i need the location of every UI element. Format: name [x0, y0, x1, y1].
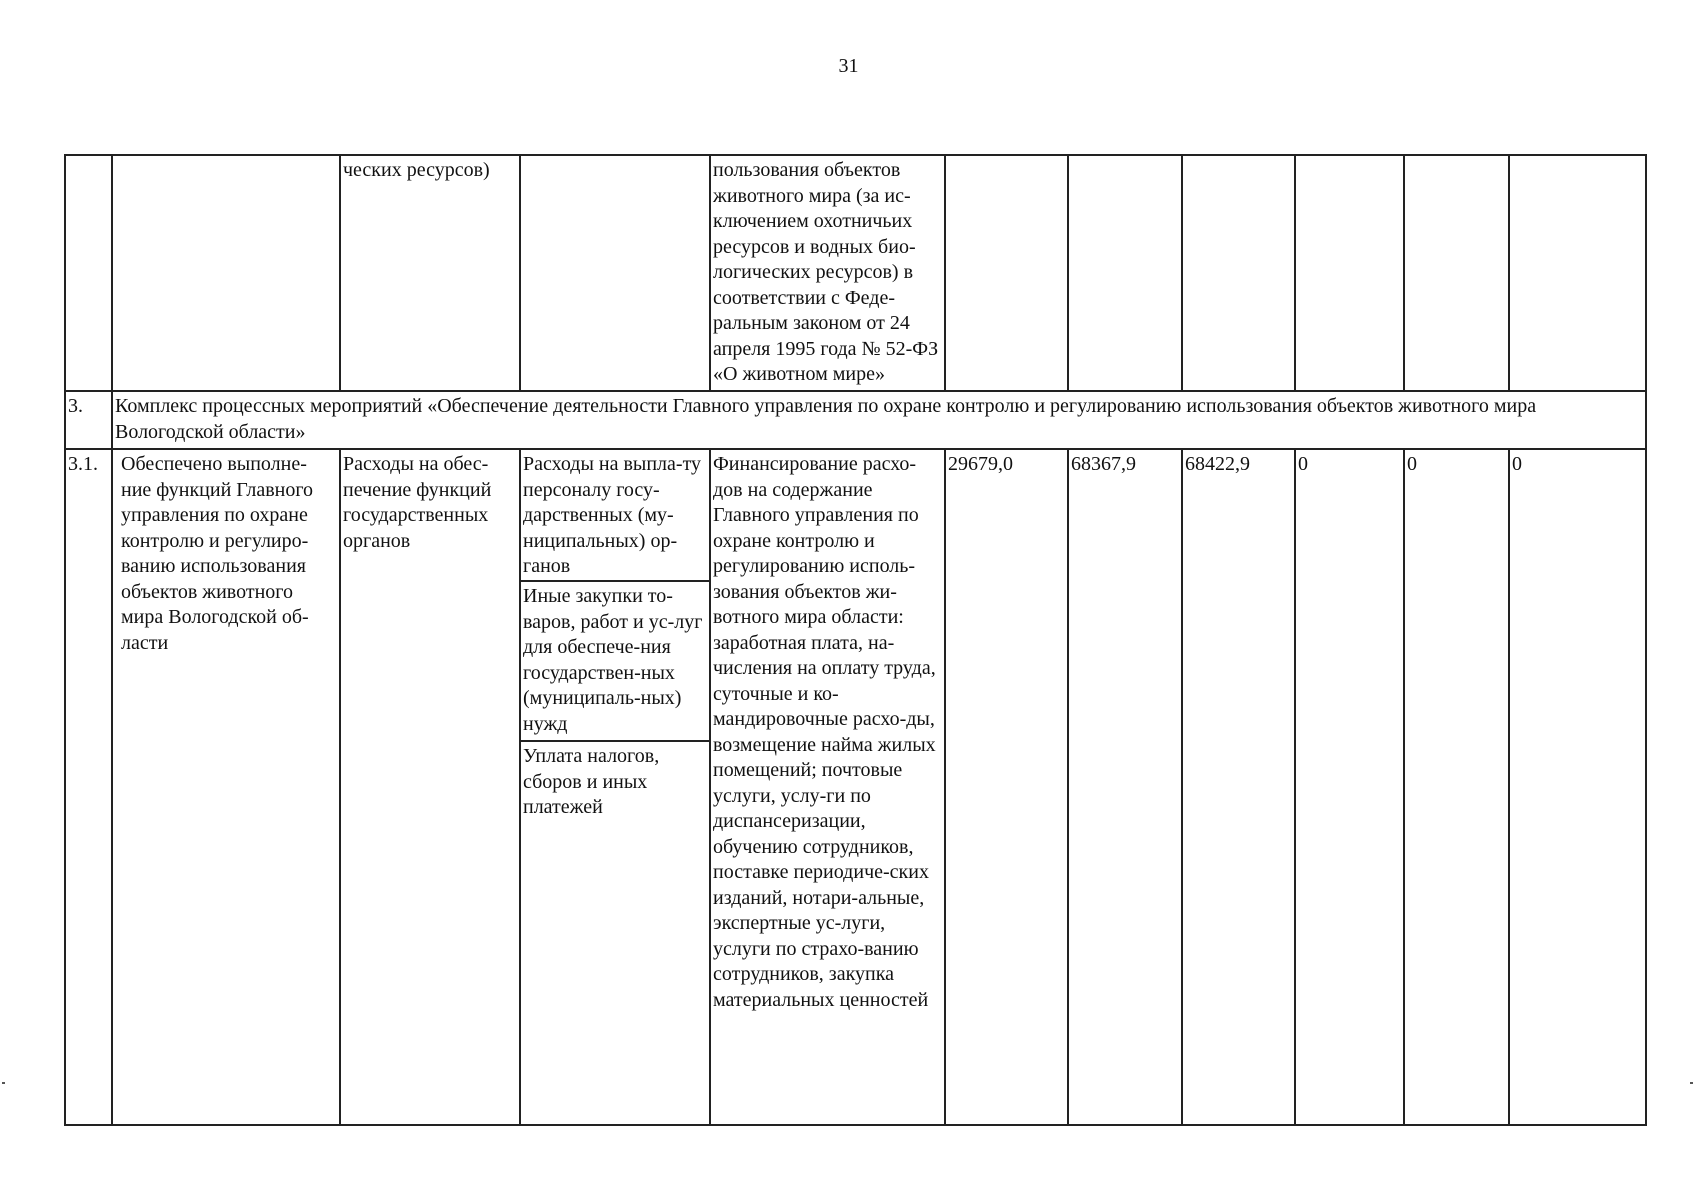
cell-expense-type: ческих ресурсов): [340, 155, 520, 391]
cell-value: [945, 155, 1068, 391]
cell-value: [1068, 155, 1182, 391]
cell-number: [65, 155, 112, 391]
scan-mark-right: [1690, 1082, 1693, 1084]
item-expense-type: Расходы на обес-печение функций государственных органов: [340, 449, 520, 1125]
cell-value: [1295, 155, 1404, 391]
table-row-item: [65, 449, 1646, 1125]
page-number: 31: [838, 55, 859, 77]
item-result: Обеспечено выполне-ние функций Главного управления по охране контролю и регулиро-ванию использования объектов животного мира Вологодской об-ласти: [112, 449, 340, 1125]
item-value-3: 68422,9: [1182, 449, 1295, 1125]
scan-mark-left: [2, 1082, 5, 1084]
item-number: 3.1.: [65, 449, 112, 1125]
cell-expense-item: [520, 155, 710, 391]
cell-result: [112, 155, 340, 391]
cell-description: пользования объектов животного мира (за ис-ключением охотничьих ресурсов и водных био-логических ресурсов) в соответствии с Феде-ральным законом от 24 апреля 1995 года № 52-ФЗ «О животном мире»: [710, 155, 945, 391]
table-row-section: [65, 391, 1646, 449]
item-value-1: 29679,0: [945, 449, 1068, 1125]
section-title: Комплекс процессных мероприятий «Обеспечение деятельности Главного управления по охране контролю и регулированию использования объектов животного мира Вологодской области»: [112, 391, 1646, 449]
cell-value: [1182, 155, 1295, 391]
section-number: 3.: [65, 391, 112, 449]
item-value-6: 0: [1509, 449, 1646, 1125]
expense-item-procurement: Иные закупки то-варов, работ и ус-луг для обеспече-ния государствен-ных (муниципаль-ных) нужд: [521, 582, 709, 742]
item-value-5: 0: [1404, 449, 1509, 1125]
item-value-2: 68367,9: [1068, 449, 1182, 1125]
table-row-continuation: [65, 155, 1646, 391]
budget-table: [64, 154, 1647, 1126]
item-value-4: 0: [1295, 449, 1404, 1125]
item-description: Финансирование расхо-дов на содержание Главного управления по охране контролю и регулированию исполь-зования объектов жи-вотного мира области: заработная плата, на-числения на оплату труда, суточные и ко-мандировочные расхо-ды, возмещение найма жилых помещений; почтовые услуги, услу-ги по диспансеризации, обучению сотрудников, поставке периодиче-ских изданий, нотари-альные, экспертные ус-луги, услуги по страхо-ванию сотрудников, закупка материальных ценностей: [710, 449, 945, 1125]
expense-item-personnel: Расходы на выпла-ту персоналу госу-дарственных (му-ниципальных) ор-ганов: [521, 450, 709, 582]
cell-value: [1509, 155, 1646, 391]
item-expense-items: [520, 449, 710, 1125]
cell-value: [1404, 155, 1509, 391]
expense-item-taxes: Уплата налогов, сборов и иных платежей: [523, 745, 660, 818]
